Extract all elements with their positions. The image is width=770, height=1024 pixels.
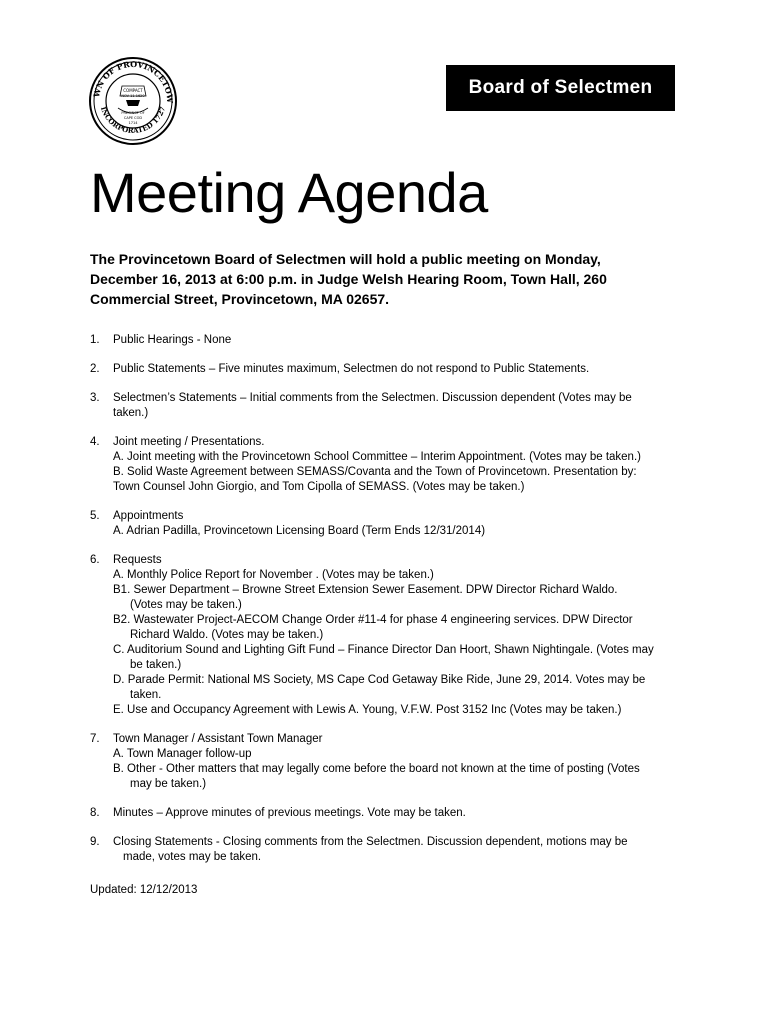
seal-bottom-text: INCORPORATED 1727 (98, 105, 168, 136)
agenda-list (90, 333, 690, 879)
updated-date: Updated: 12/12/2013 (90, 884, 198, 896)
seal-center-line-2: NOV 11 1620 (121, 94, 145, 98)
page-title: Meeting Agenda (90, 161, 488, 224)
agenda-item-minutes (90, 806, 690, 821)
agenda-item-text: taken.) (113, 407, 149, 419)
agenda-subitem: (Votes may be taken.) (130, 599, 242, 611)
agenda-item-heading: Appointments (113, 510, 184, 522)
agenda-subitem: Richard Waldo. (Votes may be taken.) (130, 629, 324, 641)
agenda-subitem: Town Counsel John Giorgio, and Tom Cipolla of SEMASS. (Votes may be taken.) (113, 481, 525, 493)
seal-center-line-3: PRECINCT OF (121, 111, 145, 115)
agenda-subitem: B1. Sewer Department – Browne Street Extension Sewer Easement. DPW Director Richard Waldo. (113, 584, 618, 596)
agenda-item-number: 7. (90, 733, 100, 745)
intro-line: Commercial Street, Provincetown, MA 02657. (90, 291, 390, 307)
agenda-subitem: A. Monthly Police Report for November . (Votes may be taken.) (113, 569, 434, 581)
agenda-item-text: Selectmen’s Statements – Initial comments from the Selectmen. Discussion dependent (Votes may be (113, 392, 632, 404)
intro-line: December 16, 2013 at 6:00 p.m. in Judge Welsh Hearing Room, Town Hall, 260 (90, 271, 607, 287)
agenda-item-requests (90, 553, 690, 718)
agenda-item-number: 1. (90, 334, 100, 346)
agenda-item-number: 5. (90, 510, 100, 522)
seal-center-line-5: 1714 (128, 121, 138, 125)
agenda-subitem: may be taken.) (130, 778, 207, 790)
seal-center-line-1: COMPACT (123, 88, 143, 93)
agenda-subitem: B. Solid Waste Agreement between SEMASS/Covanta and the Town of Provincetown. Presentation by: (113, 466, 637, 478)
agenda-item-text: Minutes – Approve minutes of previous meetings. Vote may be taken. (113, 807, 466, 819)
agenda-item-number: 2. (90, 363, 100, 375)
agenda-item-text: Public Statements – Five minutes maximum, Selectmen do not respond to Public Statements. (113, 363, 590, 375)
agenda-item-joint-meeting (90, 435, 690, 495)
agenda-item-heading: Requests (113, 554, 162, 566)
agenda-item-number: 4. (90, 436, 100, 448)
agenda-subitem: be taken.) (130, 659, 182, 671)
agenda-item-selectmen-statements (90, 391, 690, 421)
agenda-item-number: 9. (90, 836, 100, 848)
agenda-subitem: A. Adrian Padilla, Provincetown Licensing Board (Term Ends 12/31/2014) (113, 525, 486, 537)
agenda-subitem: B2. Wastewater Project-AECOM Change Order #11-4 for phase 4 engineering services. DPW Director (113, 614, 633, 626)
board-of-selectmen-banner: Board of Selectmen (446, 65, 675, 111)
agenda-item-number: 8. (90, 807, 100, 819)
agenda-item-public-statements (90, 362, 690, 377)
intro-line: The Provincetown Board of Selectmen will hold a public meeting on Monday, (90, 251, 601, 267)
agenda-item-text: made, votes may be taken. (123, 851, 262, 863)
meeting-intro (90, 249, 670, 309)
seal-ring-text: WN OF PROVINCETOW (91, 58, 176, 104)
town-seal-logo (88, 56, 178, 146)
seal-center-line-4: CAPE COD (123, 116, 143, 120)
agenda-item-heading: Joint meeting / Presentations. (113, 436, 265, 448)
agenda-item-number: 6. (90, 554, 100, 566)
agenda-subitem: A. Joint meeting with the Provincetown School Committee – Interim Appointment. (Votes may be taken.) (113, 451, 641, 463)
agenda-item-text: Closing Statements - Closing comments from the Selectmen. Discussion dependent, motions may be (113, 836, 628, 848)
agenda-item-appointments (90, 509, 690, 539)
agenda-subitem: B. Other - Other matters that may legally come before the board not known at the time of posting (Votes (113, 763, 640, 775)
agenda-item-town-manager (90, 732, 690, 792)
agenda-item-closing-statements (90, 835, 690, 865)
agenda-subitem: D. Parade Permit: National MS Society, MS Cape Cod Getaway Bike Ride, June 29, 2014. Votes may be (113, 674, 646, 686)
agenda-item-number: 3. (90, 392, 100, 404)
agenda-item-text: Public Hearings - None (113, 334, 232, 346)
agenda-subitem: E. Use and Occupancy Agreement with Lewis A. Young, V.F.W. Post 3152 Inc (Votes may be taken.) (113, 704, 622, 716)
agenda-subitem: A. Town Manager follow-up (113, 748, 252, 760)
agenda-item-public-hearings (90, 333, 690, 348)
agenda-item-heading: Town Manager / Assistant Town Manager (113, 733, 323, 745)
agenda-subitem: taken. (130, 689, 162, 701)
agenda-subitem: C. Auditorium Sound and Lighting Gift Fund – Finance Director Dan Hoort, Shawn Nightingale. (Votes may (113, 644, 654, 656)
